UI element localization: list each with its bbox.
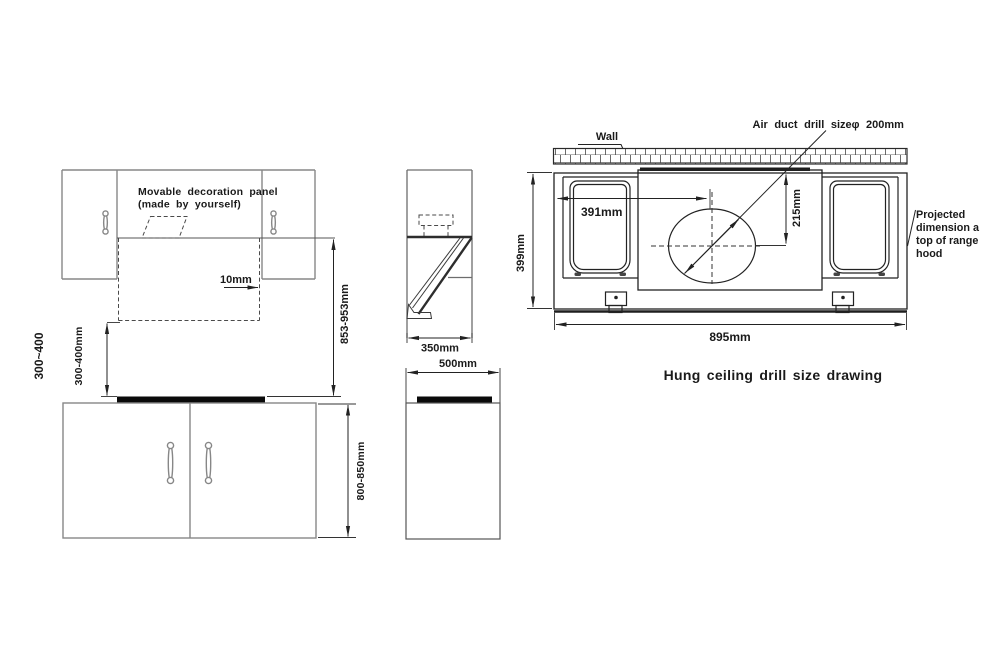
base-cabinet-handle-left <box>167 442 173 483</box>
hung-ceiling-view <box>515 119 980 383</box>
hung-ceiling-caption: Hung ceiling drill size drawing <box>663 367 883 383</box>
projected-dimension-note <box>908 209 980 260</box>
upper-cabinet-handle-right <box>271 211 276 234</box>
duct-mounting-plate <box>638 170 822 290</box>
brick-wall-band <box>554 149 908 165</box>
side-elevation-view <box>406 170 500 539</box>
base-cabinet-outline <box>63 403 316 538</box>
vent-opening-left <box>570 181 630 276</box>
dim-10mm-label: 10mm <box>220 274 252 286</box>
side-base-cabinet-outline <box>406 403 500 539</box>
hood-top-outline <box>554 173 907 312</box>
air-duct-label: Air duct drill sizeφ 200mm <box>752 119 904 131</box>
dim-391 <box>558 189 711 219</box>
dim-895 <box>555 313 907 344</box>
dim-350 <box>407 333 472 355</box>
upper-cabinet-handle-left <box>103 211 108 234</box>
side-decoration-panel-dashed <box>419 215 453 236</box>
projected-note-line2: dimension a <box>916 222 979 234</box>
dim-300-400-label: 300-400mm <box>73 326 85 386</box>
dim-10mm <box>220 274 258 288</box>
projected-note-line1: Projected <box>916 209 966 221</box>
dim-391-label: 391mm <box>581 205 623 219</box>
decoration-panel-dashed-shape <box>142 217 187 239</box>
projected-note-line4: hood <box>916 248 943 260</box>
cooktop-bar-side <box>417 397 492 404</box>
decoration-panel-note-line2: (made by yourself) <box>138 198 241 211</box>
front-elevation-view <box>32 170 367 538</box>
dim-800-850-label: 800-850mm <box>355 441 367 501</box>
dim-350-label: 350mm <box>421 342 459 355</box>
dim-500 <box>406 358 500 403</box>
dim-215-label: 215mm <box>791 189 803 227</box>
base-cabinet-handle-right <box>205 442 211 483</box>
decoration-panel-note-line1: Movable decoration panel <box>138 186 278 198</box>
dim-300-400 <box>32 323 120 397</box>
projected-note-line3: top of range <box>916 235 979 247</box>
cooktop-bar-front <box>117 397 265 404</box>
dim-800-850 <box>318 404 367 538</box>
dim-399-label: 399mm <box>515 234 527 272</box>
wall-label: Wall <box>595 131 619 143</box>
dim-215 <box>756 175 803 246</box>
dim-399 <box>515 173 552 309</box>
dim-300-400-short-label: 300~400 <box>32 332 46 380</box>
vent-opening-right <box>830 181 889 276</box>
dim-853-953-label: 853-953mm <box>339 284 351 344</box>
dim-853-953 <box>267 240 351 397</box>
dim-895-label: 895mm <box>709 330 751 344</box>
dim-500-label: 500mm <box>439 358 477 370</box>
